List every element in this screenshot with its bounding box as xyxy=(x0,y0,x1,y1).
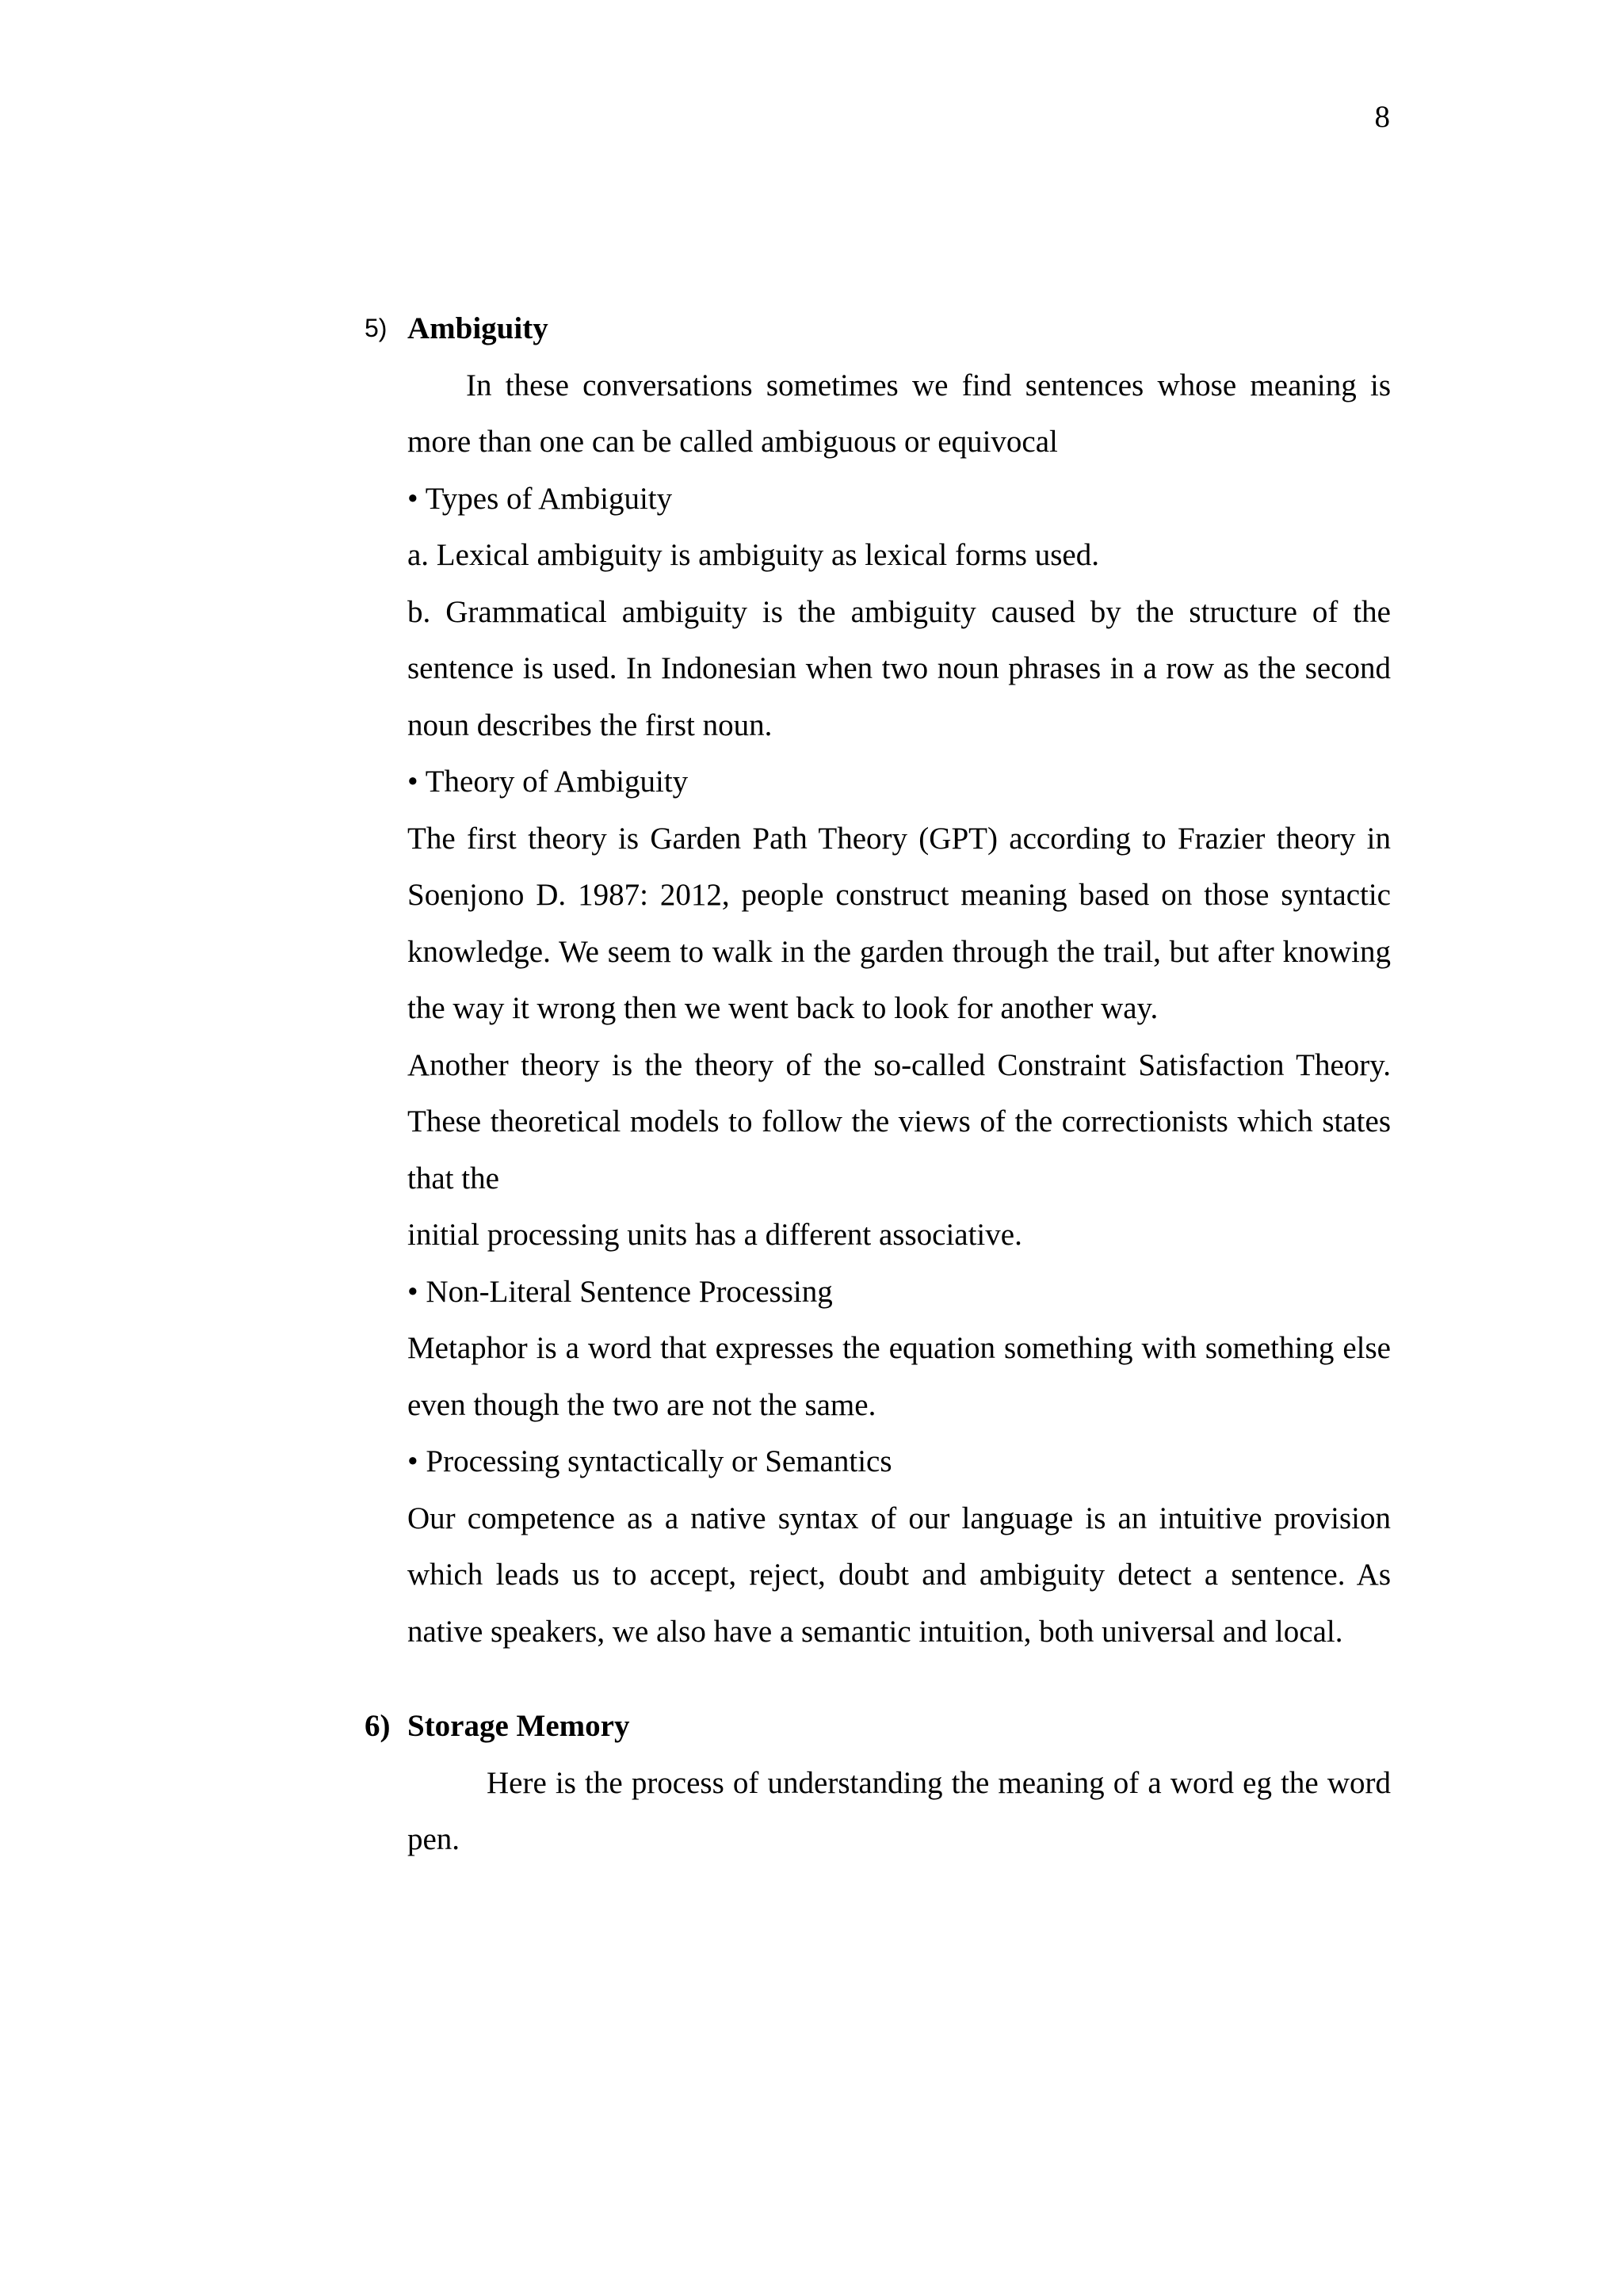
paragraph-constraint-theory-cont: initial processing units has a different associative. xyxy=(407,1218,1022,1252)
list-item-grammatical: b. Grammatical ambiguity is the ambiguity caused by the structure of the sentence is used. In Indonesian when two noun phrases in a row as the second noun describes the first noun. xyxy=(407,594,1391,742)
section-spacer xyxy=(407,1660,1391,1698)
paragraph-garden-path-theory: The first theory is Garden Path Theory (GPT) according to Frazier theory in Soenjono D. 1987: 2012, people construct meaning based on those syntactic knowledge. We seem to walk in the garden through the trail, but after knowing the way it wrong then we went back to look for another way. xyxy=(407,821,1391,1025)
paragraph-metaphor: Metaphor is a word that expresses the equation something with something else even though the two are not the same. xyxy=(407,1331,1391,1422)
paragraph-storage-intro: Here is the process of understanding the meaning of a word eg the word pen. xyxy=(407,1765,1391,1856)
bullet-types-of-ambiguity: • Types of Ambiguity xyxy=(407,481,673,516)
page-content xyxy=(365,300,1391,1868)
section-number: 5) xyxy=(365,314,388,342)
bullet-processing: • Processing syntactically or Semantics xyxy=(407,1444,892,1478)
paragraph-intro: In these conversations sometimes we find sentences whose meaning is more than one can be called ambiguous or equivocal xyxy=(407,368,1391,459)
section-heading-storage-memory xyxy=(365,1698,1391,1755)
section-title: Storage Memory xyxy=(407,1709,630,1743)
bullet-non-literal: • Non-Literal Sentence Processing xyxy=(407,1274,833,1309)
section-number: 6) xyxy=(365,1709,391,1743)
section-title: Ambiguity xyxy=(407,311,548,345)
paragraph-competence: Our competence as a native syntax of our language is an intuitive provision which leads us to accept, reject, doubt and ambiguity detect a sentence. As native speakers, we also have a semantic intuition, both universal and local. xyxy=(407,1501,1391,1649)
bullet-theory-of-ambiguity: • Theory of Ambiguity xyxy=(407,765,689,799)
list-item-lexical: a. Lexical ambiguity is ambiguity as lexical forms used. xyxy=(407,538,1099,572)
section-heading-ambiguity xyxy=(365,300,1391,357)
paragraph-constraint-theory: Another theory is the theory of the so-called Constraint Satisfaction Theory. These theoretical models to follow the views of the correctionists which states that the xyxy=(407,1047,1391,1196)
page-number: 8 xyxy=(1374,100,1390,134)
